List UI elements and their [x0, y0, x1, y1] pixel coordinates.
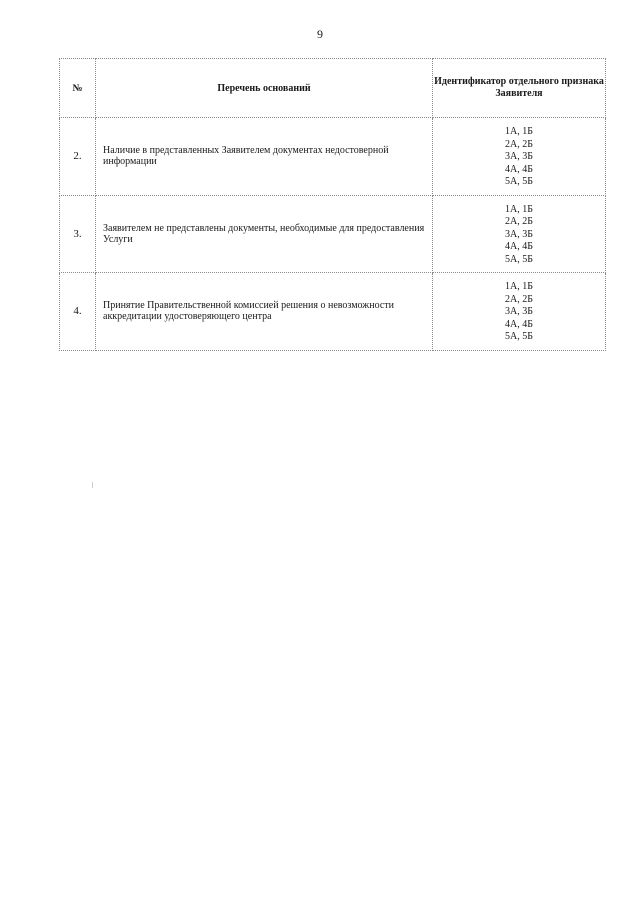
identifier-line: 5А, 5Б	[505, 253, 533, 265]
row-number: 4.	[60, 273, 96, 351]
table-row	[60, 118, 606, 196]
identifier-line: 4А, 4Б	[505, 163, 533, 175]
table-row	[60, 195, 606, 273]
identifier-line: 1А, 1Б	[505, 126, 533, 137]
row-identifiers	[433, 195, 606, 273]
identifier-line: 4А, 4Б	[505, 241, 533, 252]
header-grounds-list: Перечень оснований	[96, 59, 433, 118]
identifier-line: 3А, 3Б	[505, 228, 533, 240]
identifier-line: 5А, 5Б	[505, 176, 533, 187]
row-identifiers	[433, 273, 606, 351]
page-number: 9	[317, 27, 323, 41]
header-number: №	[60, 59, 96, 118]
row-description: Принятие Правительственной комиссией решения о невозможности аккредитации удостоверяющего центра	[96, 273, 433, 351]
identifier-line: 2А, 2Б	[505, 293, 533, 305]
row-number: 2.	[60, 118, 96, 196]
identifier-line: 2А, 2Б	[505, 138, 533, 150]
row-identifiers	[433, 118, 606, 196]
identifier-line: 4А, 4Б	[505, 318, 533, 330]
identifier-line: 3А, 3Б	[505, 151, 533, 162]
row-number: 3.	[60, 195, 96, 273]
identifier-line: 3А, 3Б	[505, 306, 533, 317]
table-header-row	[60, 59, 606, 118]
table-row	[60, 273, 606, 351]
grounds-table	[59, 58, 606, 351]
row-description: Заявителем не представлены документы, необходимые для предоставления Услуги	[96, 195, 433, 273]
identifier-line: 5А, 5Б	[505, 331, 533, 342]
identifier-line: 1А, 1Б	[505, 203, 533, 215]
identifier-line: 1А, 1Б	[505, 281, 533, 292]
row-description: Наличие в представленных Заявителем документах недостоверной информации	[96, 118, 433, 196]
identifier-line: 2А, 2Б	[505, 216, 533, 227]
scan-mark	[92, 482, 93, 488]
header-applicant-identifier: Идентификатор отдельного признака Заявителя	[433, 59, 606, 118]
